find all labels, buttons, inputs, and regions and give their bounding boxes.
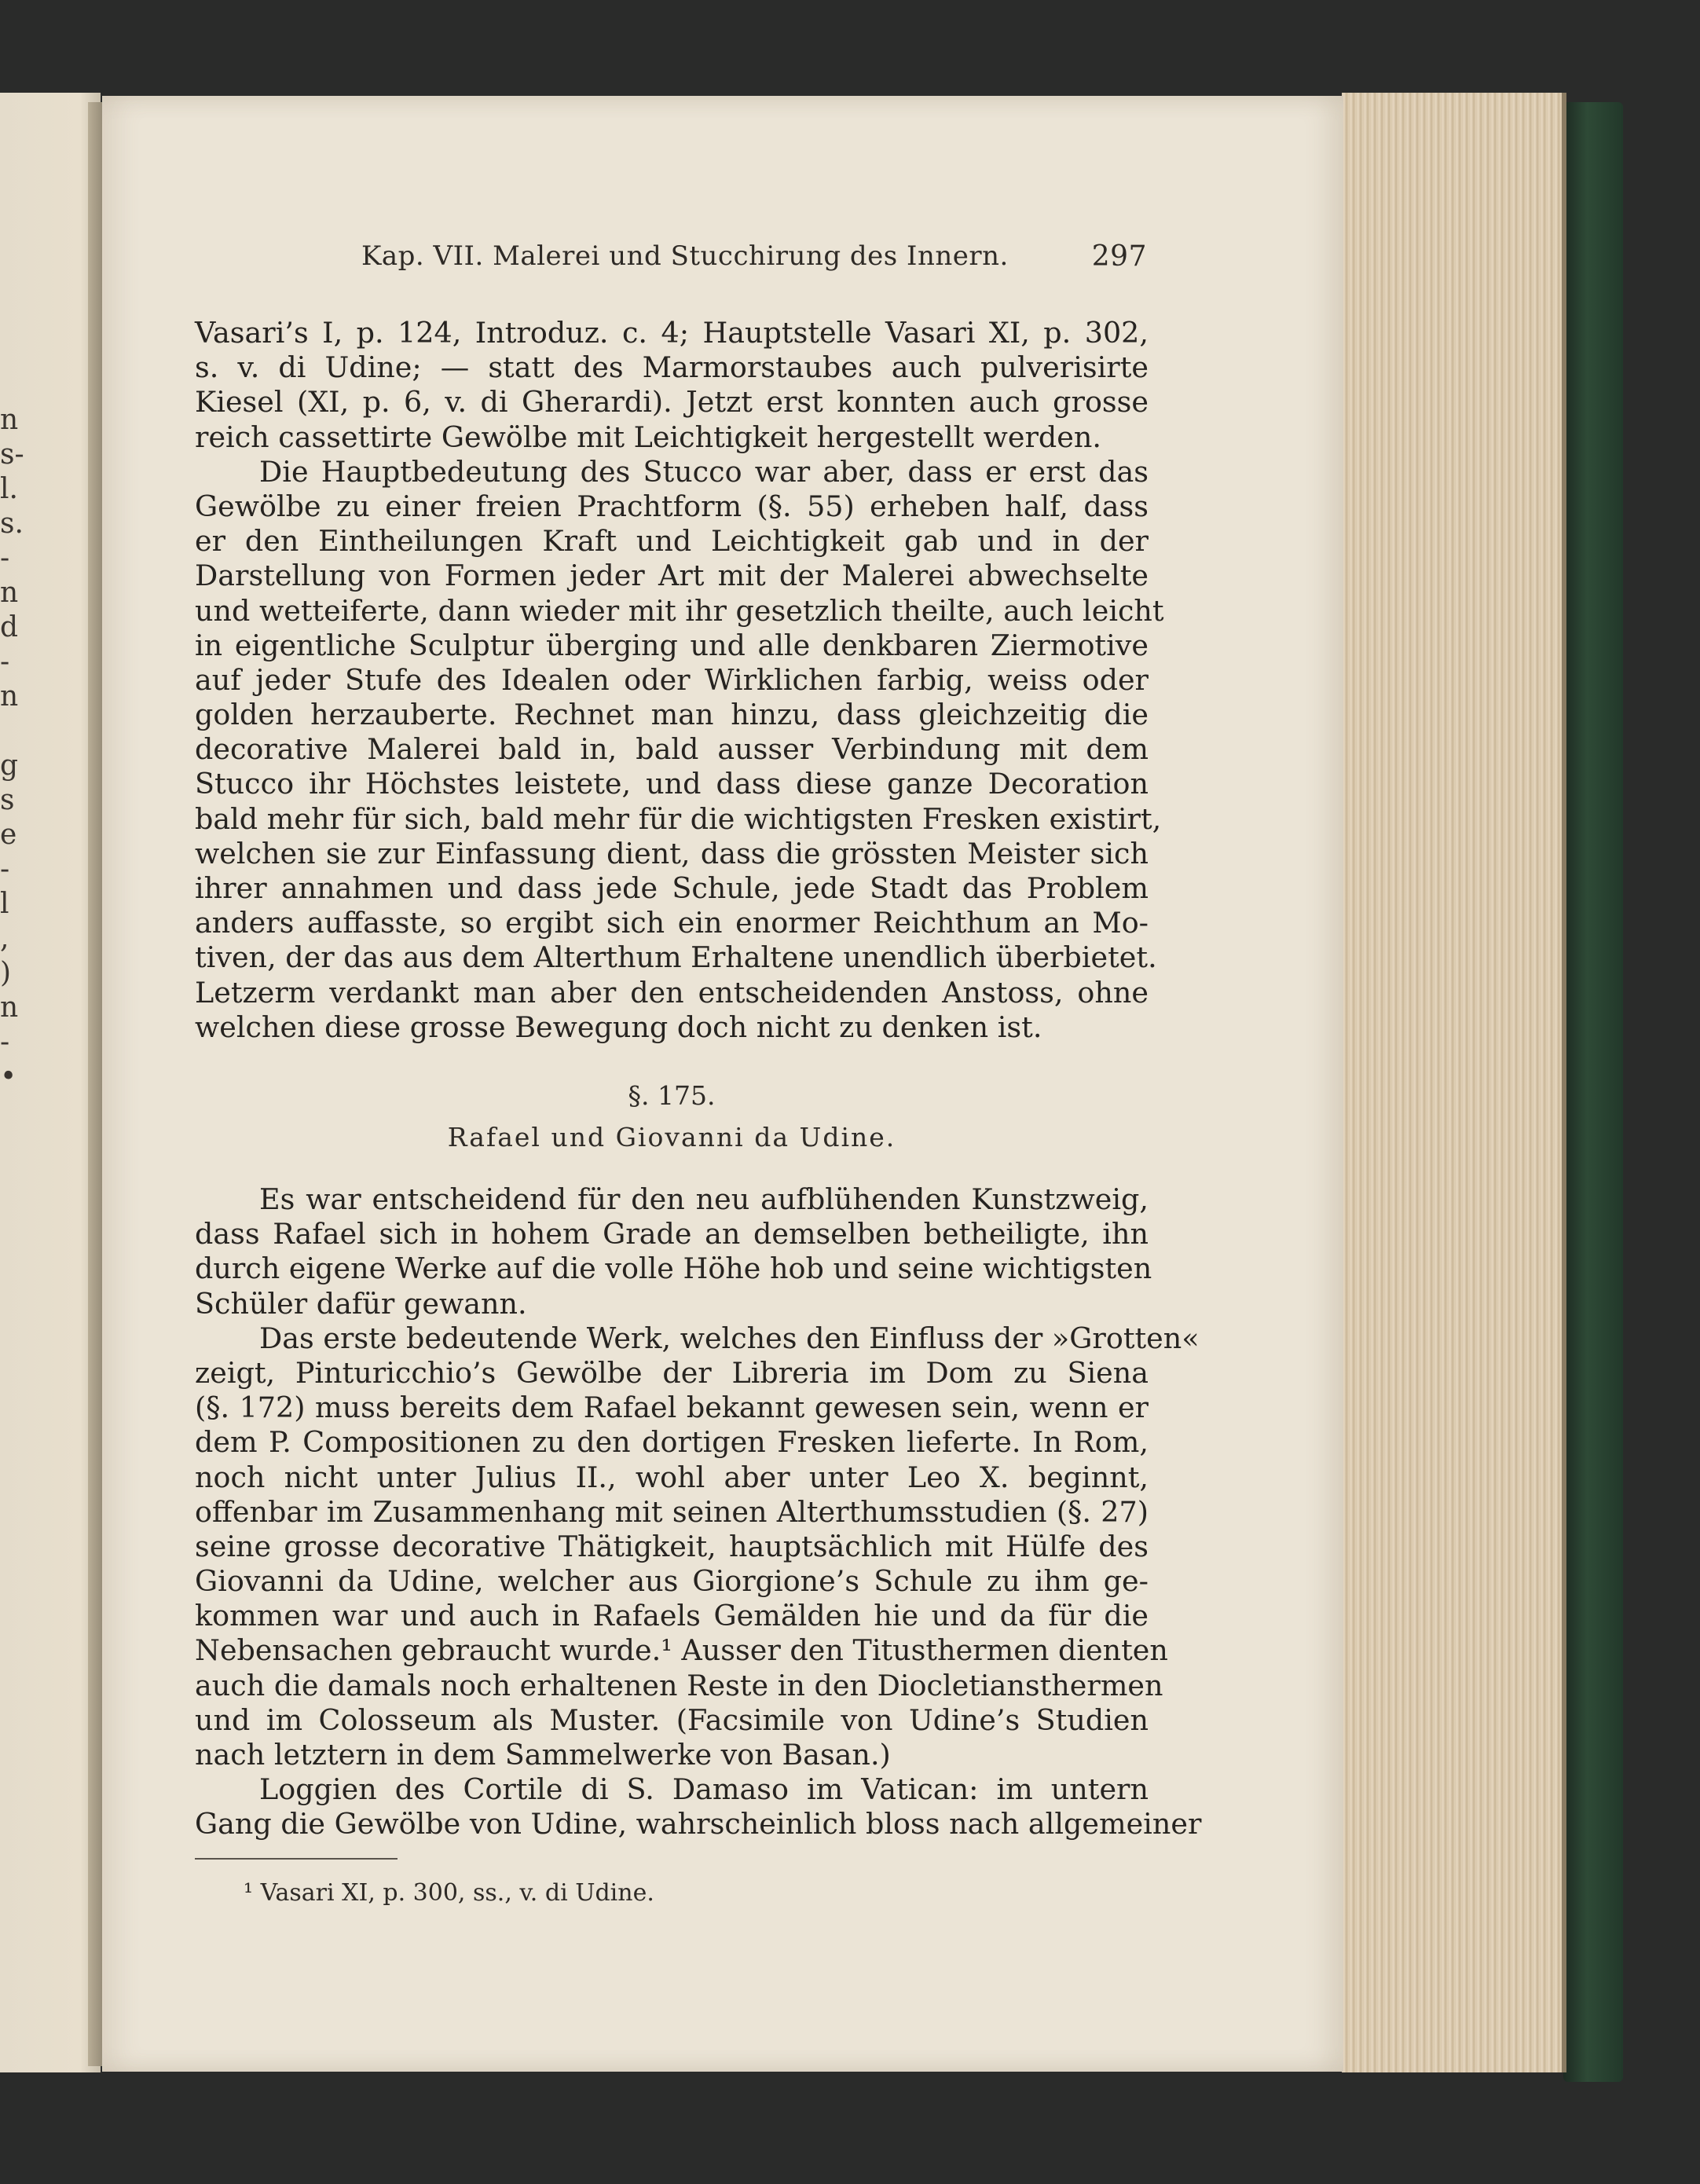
facing-page-fragment: s- [0,438,24,471]
footnote-rule [195,1858,398,1860]
text-line: Die Hauptbedeutung des Stucco war aber, dass er erst das [259,454,1149,489]
facing-page-fragment: - [0,1026,10,1058]
text-line: Gewölbe zu einer freien Prachtform (§. 55) erheben half, dass [195,489,1149,523]
facing-page-text-fragments [0,403,24,1094]
text-line: reich cassettirte Gewölbe mit Leichtigkeit hergestellt werden. [195,420,1101,454]
text-line: tiven, der das aus dem Alterthum Erhaltene unendlich überbietet. [195,940,1157,975]
facing-page-fragment: • [0,1061,17,1093]
paragraph-block-1 [195,316,1164,1045]
section-title: Rafael und Giovanni da Udine. [447,1122,896,1152]
text-line: auch die damals noch erhaltenen Reste in den Diocletiansthermen [195,1668,1163,1702]
facing-page-fragment: e [0,819,17,851]
text-line: und im Colosseum als Muster. (Facsimile von Udine’s Studien [195,1702,1149,1737]
book-cover-edge [1563,102,1623,2082]
text-line: Das erste bedeutende Werk, welches den Einfluss der »Grotten« [259,1321,1200,1355]
text-line: golden herzauberte. Rechnet man hinzu, dass gleichzeitig die [195,698,1149,732]
text-line: Giovanni da Udine, welcher aus Giorgione’s Schule zu ihm ge- [195,1564,1149,1599]
text-line: Loggien des Cortile di S. Damaso im Vatican: im untern [259,1772,1149,1807]
text-line: anders auffasste, so ergibt sich ein enormer Reichthum an Mo- [195,906,1149,940]
text-line: Stucco ihr Höchstes leistete, und dass diese ganze Decoration [195,767,1149,801]
text-line: Gang die Gewölbe von Udine, wahrscheinlich bloss nach allgemeiner [195,1807,1202,1841]
facing-page-fragment: g [0,749,19,782]
facing-page-fragment: s. [0,508,24,540]
page-stack-edge [1342,93,1566,2072]
text-line: zeigt, Pinturicchio’s Gewölbe der Libreria im Dom zu Siena [195,1355,1149,1390]
facing-page-fragment: n [0,577,19,609]
facing-page-fragment: s [0,784,15,816]
facing-page-fragment: l [0,888,9,920]
text-line: Letzerm verdankt man aber den entscheidenden Anstoss, ohne [195,975,1149,1010]
facing-page-fragment: l. [0,473,18,505]
text-line: welchen sie zur Einfassung dient, dass die grössten Meister sich [195,836,1149,870]
text-line: in eigentliche Sculptur überging und alle denkbaren Ziermotive [195,628,1149,662]
footnote: ¹ Vasari XI, p. 300, ss., v. di Udine. [244,1879,654,1907]
text-line: (§. 172) muss bereits dem Rafael bekannt gewesen sein, wenn er [195,1391,1149,1425]
text-line: dem P. Compositionen zu den dortigen Fresken lieferte. In Rom, [195,1425,1149,1460]
text-line: offenbar im Zusammenhang mit seinen Alterthumsstudien (§. 27) [195,1494,1149,1529]
text-line: ihrer annahmen und dass jede Schule, jede Stadt das Problem [195,871,1149,905]
text-line: bald mehr für sich, bald mehr für die wichtigsten Fresken existirt, [195,801,1162,836]
text-line: seine grosse decorative Thätigkeit, hauptsächlich mit Hülfe des [195,1529,1149,1563]
facing-page-fragment: - [0,542,10,574]
text-line: auf jeder Stufe des Idealen oder Wirklichen farbig, weiss oder [195,662,1149,697]
text-line: Darstellung von Formen jeder Art mit der Malerei abwechselte [195,559,1149,593]
facing-page-fragment: d [0,611,19,643]
text-line: Vasari’s I, p. 124, Introduz. c. 4; Hauptstelle Vasari XI, p. 302, [195,316,1149,350]
text-line: decorative Malerei bald in, bald ausser Verbindung mit dem [195,732,1149,767]
facing-page-fragment: - [0,646,10,678]
facing-page-fragment: - [0,853,10,885]
text-line: Kiesel (XI, p. 6, v. di Gherardi). Jetzt erst konnten auch grosse [195,385,1149,420]
facing-page-fragment: n [0,404,19,436]
text-line: nach letztern in dem Sammelwerke von Basan.) [195,1738,891,1772]
text-line: er den Eintheilungen Kraft und Leichtigkeit gab und in der [195,524,1149,559]
text-line: und wetteiferte, dann wieder mit ihr gesetzlich theilte, auch leicht [195,593,1164,628]
text-line: Es war entscheidend für den neu aufblühenden Kunstzweig, [259,1182,1149,1216]
text-line: welchen diese grosse Bewegung doch nicht zu denken ist. [195,1010,1042,1044]
text-line: durch eigene Werke auf die volle Höhe hob und seine wichtigsten [195,1251,1152,1286]
facing-page-left [0,93,101,2072]
text-line: kommen war und auch in Rafaels Gemälden hie und da für die [195,1599,1149,1633]
text-line: Nebensachen gebraucht wurde.¹ Ausser den Titusthermen dienten [195,1633,1168,1668]
facing-page-fragment: n [0,991,19,1024]
page-number: 297 [1091,240,1147,273]
running-head [361,240,1147,280]
facing-page-fragment [0,714,24,749]
text-line: Schüler dafür gewann. [195,1286,527,1321]
section-number: §. 175. [628,1080,716,1111]
chapter-title: Kap. VII. Malerei und Stucchirung des Innern. [361,240,1009,272]
facing-page-fragment: ) [0,957,12,989]
text-line: dass Rafael sich in hohem Grade an demselben betheiligte, ihn [195,1217,1149,1251]
facing-page-fragment: n [0,680,19,713]
text-line: s. v. di Udine; — statt des Marmorstaubes auch pulverisirte [195,350,1149,385]
paragraph-block-2 [195,1182,1202,1842]
text-line: noch nicht unter Julius II., wohl aber unter Leo X. beginnt, [195,1460,1149,1494]
facing-page-fragment: , [0,922,9,955]
